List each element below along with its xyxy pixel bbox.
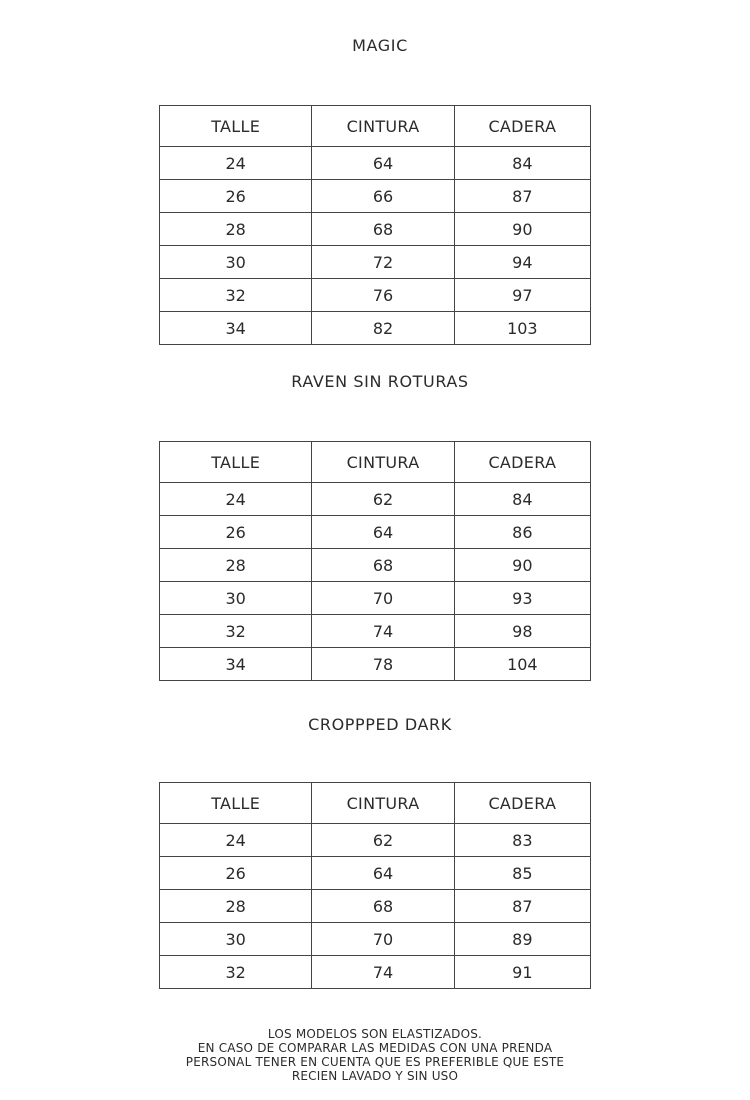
table-row — [160, 246, 591, 279]
note-line: LOS MODELOS SON ELASTIZADOS. — [267, 1027, 483, 1041]
table-title-magic: MAGIC — [352, 36, 408, 55]
cell-cadera: 90 — [454, 213, 590, 246]
table-row — [160, 648, 591, 681]
cell-talle: 30 — [160, 582, 312, 615]
table-row — [160, 279, 591, 312]
cell-cadera: 87 — [454, 890, 590, 923]
cell-cintura: 64 — [312, 147, 454, 180]
cell-cintura: 72 — [312, 246, 454, 279]
header-cintura: CINTURA — [312, 783, 454, 824]
cell-talle: 24 — [160, 483, 312, 516]
cell-talle: 34 — [160, 648, 312, 681]
header-talle: TALLE — [160, 106, 312, 147]
cell-talle: 28 — [160, 213, 312, 246]
cell-cadera: 84 — [454, 147, 590, 180]
cell-cintura: 82 — [312, 312, 454, 345]
cell-cadera: 104 — [454, 648, 590, 681]
header-talle: TALLE — [160, 783, 312, 824]
note-line: RECIEN LAVADO Y SIN USO — [291, 1069, 459, 1083]
table-row — [160, 615, 591, 648]
table-row — [160, 956, 591, 989]
cell-cadera: 91 — [454, 956, 590, 989]
cell-cadera: 84 — [454, 483, 590, 516]
cell-cadera: 86 — [454, 516, 590, 549]
table-row — [160, 516, 591, 549]
table-row — [160, 857, 591, 890]
cell-talle: 30 — [160, 246, 312, 279]
cell-cintura: 66 — [312, 180, 454, 213]
cell-talle: 32 — [160, 615, 312, 648]
cell-cintura: 62 — [312, 824, 454, 857]
table-row — [160, 890, 591, 923]
cell-talle: 26 — [160, 180, 312, 213]
header-cadera: CADERA — [454, 783, 590, 824]
header-cintura: CINTURA — [312, 442, 454, 483]
header-row — [160, 442, 591, 483]
cell-talle: 26 — [160, 857, 312, 890]
table-row — [160, 483, 591, 516]
cell-talle: 28 — [160, 890, 312, 923]
size-table-raven-sin-roturas — [159, 441, 591, 681]
cell-cintura: 64 — [312, 857, 454, 890]
cell-talle: 24 — [160, 147, 312, 180]
table-row — [160, 180, 591, 213]
cell-talle: 32 — [160, 956, 312, 989]
cell-cintura: 68 — [312, 890, 454, 923]
cell-cintura: 64 — [312, 516, 454, 549]
header-row — [160, 783, 591, 824]
cell-cintura: 70 — [312, 923, 454, 956]
cell-cadera: 103 — [454, 312, 590, 345]
table-title-croppped-dark: CROPPPED DARK — [308, 715, 452, 734]
cell-cintura: 74 — [312, 615, 454, 648]
cell-cintura: 68 — [312, 213, 454, 246]
table-row — [160, 147, 591, 180]
header-talle: TALLE — [160, 442, 312, 483]
cell-cadera: 85 — [454, 857, 590, 890]
cell-talle: 26 — [160, 516, 312, 549]
cell-cadera: 90 — [454, 549, 590, 582]
table-row — [160, 213, 591, 246]
cell-cintura: 62 — [312, 483, 454, 516]
cell-cintura: 70 — [312, 582, 454, 615]
table-row — [160, 549, 591, 582]
note-line: EN CASO DE COMPARAR LAS MEDIDAS CON UNA PRENDA — [197, 1041, 553, 1055]
cell-cadera: 87 — [454, 180, 590, 213]
header-cintura: CINTURA — [312, 106, 454, 147]
size-table-croppped-dark — [159, 782, 591, 989]
cell-cintura: 76 — [312, 279, 454, 312]
cell-cadera: 89 — [454, 923, 590, 956]
cell-cintura: 68 — [312, 549, 454, 582]
elasticity-note — [0, 1027, 750, 1083]
cell-cadera: 93 — [454, 582, 590, 615]
cell-cintura: 74 — [312, 956, 454, 989]
cell-talle: 34 — [160, 312, 312, 345]
table-row — [160, 824, 591, 857]
cell-cintura: 78 — [312, 648, 454, 681]
cell-cadera: 83 — [454, 824, 590, 857]
table-row — [160, 923, 591, 956]
table-row — [160, 582, 591, 615]
size-table-magic — [159, 105, 591, 345]
header-cadera: CADERA — [454, 106, 590, 147]
cell-talle: 30 — [160, 923, 312, 956]
cell-talle: 24 — [160, 824, 312, 857]
cell-cadera: 94 — [454, 246, 590, 279]
table-title-raven-sin-roturas: RAVEN SIN ROTURAS — [291, 372, 469, 391]
cell-talle: 32 — [160, 279, 312, 312]
note-line: PERSONAL TENER EN CUENTA QUE ES PREFERIBLE QUE ESTE — [185, 1055, 565, 1069]
cell-cadera: 97 — [454, 279, 590, 312]
header-cadera: CADERA — [454, 442, 590, 483]
cell-cadera: 98 — [454, 615, 590, 648]
cell-talle: 28 — [160, 549, 312, 582]
header-row — [160, 106, 591, 147]
table-row — [160, 312, 591, 345]
